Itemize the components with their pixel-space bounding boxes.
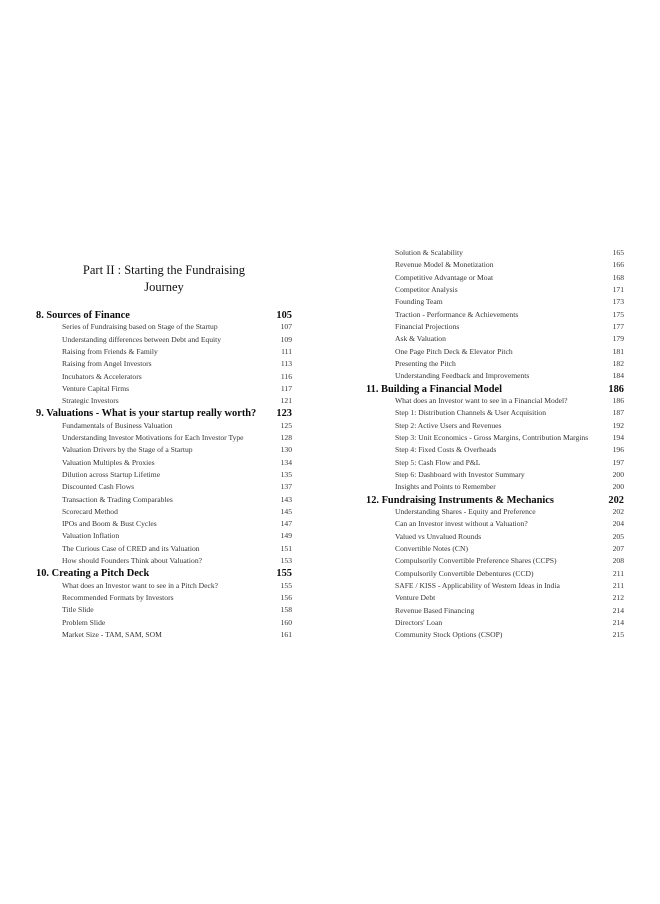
entry-title: Can an Investor invest without a Valuation? — [395, 519, 528, 529]
toc-entry — [366, 272, 624, 284]
page-number: 168 — [612, 272, 624, 282]
entry-title: Convertible Notes (CN) — [395, 543, 468, 553]
entry-title: Compulsorily Convertible Debentures (CCD) — [395, 568, 534, 578]
entry-title: Recommended Formats by Investors — [62, 592, 174, 602]
page-number: 171 — [612, 284, 624, 294]
toc-entry — [36, 334, 292, 346]
page-number: 156 — [280, 592, 292, 602]
toc-entry — [366, 370, 624, 382]
toc-entry — [366, 296, 624, 308]
page-number: 184 — [612, 371, 624, 381]
entry-title: Step 5: Cash Flow and P&L — [395, 457, 481, 467]
entry-title: Compulsorily Convertible Preference Shares (CCPS) — [395, 556, 557, 566]
toc-entry — [366, 506, 624, 518]
page-number: 177 — [612, 321, 624, 331]
entry-title: Scorecard Method — [62, 506, 118, 516]
entry-title: Problem Slide — [62, 617, 106, 627]
page-number: 200 — [612, 482, 624, 492]
toc-entry — [366, 444, 624, 456]
toc-entry — [36, 530, 292, 542]
page-number: 145 — [280, 506, 292, 516]
toc-section-heading — [366, 383, 624, 395]
toc-entry — [36, 518, 292, 530]
page-number: 135 — [280, 469, 292, 479]
entry-title: Valued vs Unvalued Rounds — [395, 531, 482, 541]
entry-title: Valuation Multiples & Proxies — [62, 457, 155, 467]
entry-title: Raising from Friends & Family — [62, 346, 158, 356]
page-number: 107 — [280, 322, 292, 332]
page-number: 153 — [280, 556, 292, 565]
toc-entry — [36, 506, 292, 518]
page-number: 134 — [280, 457, 292, 467]
entry-title: Step 2: Active Users and Revenues — [395, 420, 502, 430]
entry-title: Incubators & Accelerators — [62, 371, 142, 381]
toc-entry — [36, 358, 292, 370]
page-number: 173 — [612, 297, 624, 307]
toc-section-heading — [36, 567, 292, 579]
toc-entry — [366, 629, 624, 641]
toc-entry — [366, 284, 624, 296]
entry-title: SAFE / KISS - Applicability of Western Ideas in India — [395, 580, 560, 590]
page-number: 143 — [280, 494, 292, 504]
page-number: 165 — [612, 248, 624, 257]
page-number: 137 — [280, 482, 292, 492]
entry-title: Founding Team — [395, 297, 443, 307]
entry-title: Raising from Angel Investors — [62, 359, 152, 369]
entry-title: Step 4: Fixed Costs & Overheads — [395, 445, 497, 455]
page-number: 187 — [612, 408, 624, 418]
entry-title: Strategic Investors — [62, 396, 119, 406]
toc-entry — [366, 432, 624, 444]
toc-entry — [36, 444, 292, 456]
entry-title: How should Founders Think about Valuation? — [62, 556, 202, 565]
toc-entry — [36, 604, 292, 616]
section-title: 9. Valuations - What is your startup really worth? — [36, 408, 257, 420]
toc-entry — [366, 518, 624, 530]
page-number: 155 — [276, 568, 292, 580]
page-number: 160 — [280, 617, 292, 627]
entry-title: The Curious Case of CRED and its Valuation — [62, 543, 200, 553]
page-number: 192 — [612, 420, 624, 430]
entry-title: Competitor Analysis — [395, 284, 458, 294]
toc-section-heading — [366, 494, 624, 506]
toc-entry — [36, 457, 292, 469]
page-number: 155 — [280, 580, 292, 590]
toc-section-heading — [36, 309, 292, 321]
entry-title: Understanding Feedback and Improvements — [395, 371, 530, 381]
toc-entry — [366, 247, 624, 259]
page-number: 147 — [280, 519, 292, 529]
entry-title: Venture Capital Firms — [62, 383, 130, 393]
entry-title: Solution & Scalability — [395, 248, 463, 257]
toc-entry — [366, 543, 624, 555]
toc-entry — [36, 346, 292, 358]
toc-entry — [36, 555, 292, 567]
page-number: 121 — [280, 396, 292, 406]
page-number: 186 — [608, 383, 624, 395]
toc-entry — [366, 321, 624, 333]
page-number: 205 — [612, 531, 624, 541]
page-number: 149 — [280, 531, 292, 541]
page-number: 215 — [612, 630, 624, 640]
entry-title: Market Size - TAM, SAM, SOM — [62, 629, 162, 639]
section-title: 8. Sources of Finance — [36, 310, 130, 321]
page-number: 179 — [612, 334, 624, 344]
toc-entry — [366, 469, 624, 481]
entry-title: Valuation Drivers by the Stage of a Startup — [62, 445, 193, 455]
toc-entry — [366, 617, 624, 629]
entry-title: Step 3: Unit Economics - Gross Margins, Contribution Margins — [395, 432, 589, 442]
toc-entry — [36, 481, 292, 493]
entry-title: Understanding differences between Debt and Equity — [62, 334, 222, 344]
toc-entry — [366, 457, 624, 469]
page-number: 130 — [280, 445, 292, 455]
entry-title: Venture Debt — [395, 593, 436, 603]
toc-entry — [366, 531, 624, 543]
entry-title: Step 6: Dashboard with Investor Summary — [395, 469, 525, 479]
page-number: 182 — [612, 358, 624, 368]
toc-entry — [366, 309, 624, 321]
entry-title: Understanding Shares - Equity and Preference — [395, 506, 536, 516]
page-number: 113 — [280, 359, 292, 369]
page-number: 186 — [612, 395, 624, 405]
entry-title: Valuation Inflation — [62, 531, 120, 541]
toc-entry — [366, 568, 624, 580]
page-number: 105 — [276, 310, 292, 321]
section-title: 11. Building a Financial Model — [366, 383, 502, 395]
toc-entry — [366, 358, 624, 370]
toc-entry — [366, 605, 624, 617]
entry-title: Fundamentals of Business Valuation — [62, 420, 173, 430]
page-number: 214 — [612, 605, 624, 615]
toc-entry — [36, 420, 292, 432]
page-number: 175 — [612, 309, 624, 319]
entry-title: Transaction & Trading Comparables — [62, 494, 173, 504]
page-number: 202 — [608, 494, 624, 506]
entry-title: Traction - Performance & Achievements — [395, 309, 519, 319]
toc-entry — [366, 481, 624, 493]
toc-entry — [36, 321, 292, 333]
entry-title: IPOs and Boom & Bust Cycles — [62, 519, 157, 529]
entry-title: Competitive Advantage or Moat — [395, 272, 494, 282]
toc-entry — [36, 494, 292, 506]
toc-entry — [36, 629, 292, 641]
entry-title: Discounted Cash Flows — [62, 482, 135, 492]
toc-section-heading — [36, 407, 292, 419]
page-number: 197 — [612, 457, 624, 467]
entry-title: Series of Fundraising based on Stage of the Startup — [62, 322, 218, 332]
toc-entry — [366, 592, 624, 604]
page-number: 208 — [612, 556, 624, 566]
page-number: 202 — [612, 506, 624, 516]
toc-entry — [366, 555, 624, 567]
entry-title: Ask & Valuation — [395, 334, 446, 344]
entry-title: Revenue Based Financing — [395, 605, 475, 615]
page-number: 211 — [612, 580, 624, 590]
section-title: 12. Fundraising Instruments & Mechanics — [366, 494, 554, 506]
entry-title: What does an Investor want to see in a Pitch Deck? — [62, 580, 219, 590]
entry-title: Understanding Investor Motivations for Each Investor Type — [62, 433, 244, 442]
toc-entry — [366, 395, 624, 407]
entry-title: Insights and Points to Remember — [395, 482, 496, 492]
page-number: 214 — [612, 617, 624, 627]
toc-entry — [366, 420, 624, 432]
toc-entry — [36, 395, 292, 407]
page-number: 109 — [280, 334, 292, 344]
entry-title: Financial Projections — [395, 321, 460, 331]
page-number: 161 — [280, 629, 292, 639]
entry-title: Directors' Loan — [395, 617, 443, 627]
entry-title: Presenting the Pitch — [395, 358, 456, 368]
entry-title: Step 1: Distribution Channels & User Acquisition — [395, 408, 547, 418]
page-number: 158 — [280, 605, 292, 615]
page-number: 200 — [612, 469, 624, 479]
toc-entry — [36, 543, 292, 555]
toc-entry — [36, 432, 292, 444]
entry-title: One Page Pitch Deck & Elevator Pitch — [395, 346, 513, 356]
entry-title: Community Stock Options (CSOP) — [395, 630, 503, 640]
toc-entry — [36, 580, 292, 592]
page-number: 125 — [280, 420, 292, 430]
toc-entry — [36, 383, 292, 395]
part-title-line-1: Part II : Starting the Fundraising — [82, 263, 246, 277]
toc-entry — [366, 580, 624, 592]
part-title — [36, 262, 292, 296]
toc-entry — [36, 371, 292, 383]
page-number: 116 — [280, 371, 292, 381]
page-number: 111 — [281, 346, 292, 356]
entry-title: Title Slide — [62, 605, 94, 615]
page-number: 181 — [612, 346, 624, 356]
toc-entry — [36, 469, 292, 481]
entry-title: What does an Investor want to see in a Financial Model? — [395, 395, 568, 405]
part-title-line-2: Journey — [144, 280, 184, 294]
section-title: 10. Creating a Pitch Deck — [36, 568, 150, 580]
page-number: 204 — [612, 519, 624, 529]
entry-title: Revenue Model & Monetization — [395, 260, 494, 270]
page-number: 117 — [280, 383, 292, 393]
page-number: 128 — [280, 433, 292, 442]
entry-title: Dilution across Startup Lifetime — [62, 469, 161, 479]
page-number: 211 — [612, 568, 624, 578]
page-number: 194 — [612, 432, 624, 442]
toc-entry — [36, 617, 292, 629]
page-number: 123 — [276, 408, 292, 420]
toc-entry — [366, 259, 624, 271]
toc-entry — [366, 346, 624, 358]
page-number: 207 — [612, 543, 624, 553]
toc-entry — [366, 333, 624, 345]
page-number: 212 — [612, 593, 624, 603]
toc-entry — [36, 592, 292, 604]
toc-entry — [366, 407, 624, 419]
page-number: 196 — [612, 445, 624, 455]
page-number: 151 — [280, 543, 292, 553]
page-number: 166 — [612, 260, 624, 270]
